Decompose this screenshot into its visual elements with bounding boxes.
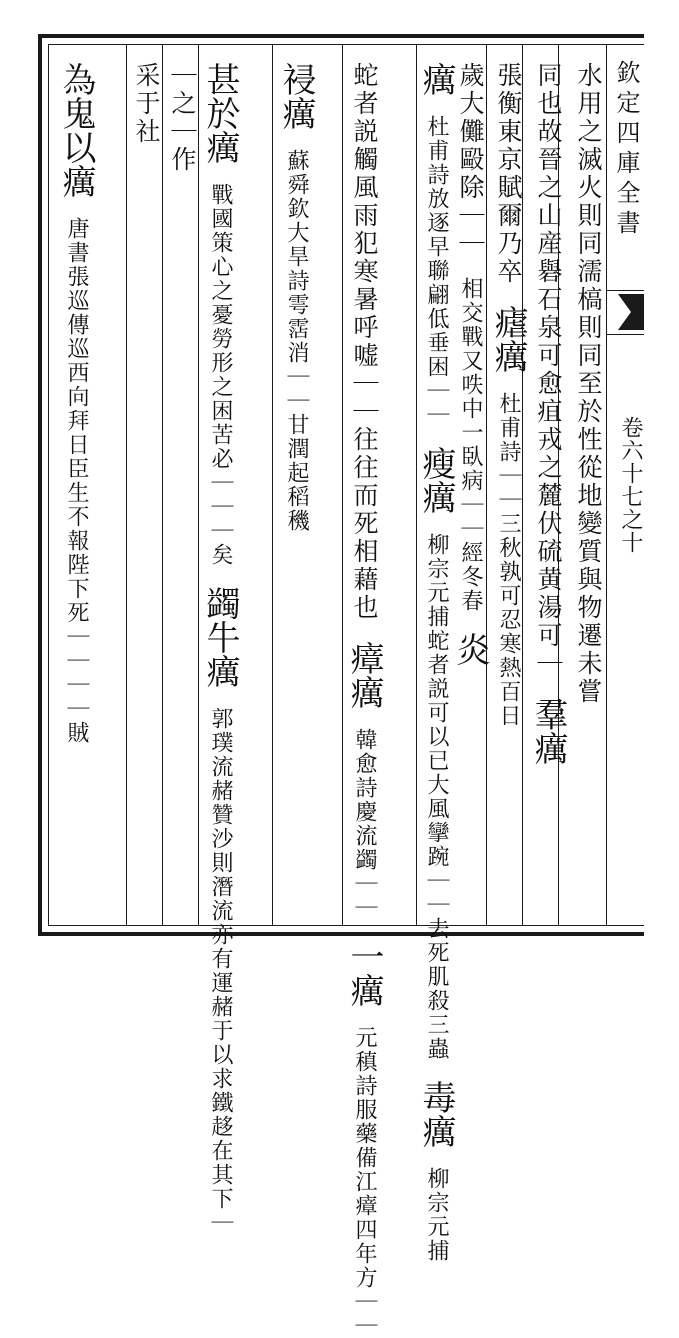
text-column-3 [490, 62, 526, 728]
text-column-7 [278, 62, 314, 533]
text-column-1 [574, 62, 602, 706]
text-column-4 [452, 62, 488, 666]
column-text: ｜之｜作 [168, 62, 197, 174]
annotation-text: 唐書張巡傳巡西向拜日臣生不報陛下死｜｜｜｜賊 [64, 217, 89, 745]
annotation-text: 蘇舜欽大旱詩雩霑消｜｜甘潤起稻穖 [284, 149, 309, 533]
entry-headword: 祲癘 [276, 62, 316, 130]
column-text: 水用之滅火則同濡槁則同至於性從地變質與物遷未嘗 [574, 62, 603, 706]
annotation-text: 郭璞流赭贊沙則潛流亦有運赭于以求鐵趍在其下｜ [208, 707, 233, 1235]
text-column-6 [346, 62, 382, 1338]
column-text: 同也故晉之山産礜石泉可愈疽戎之麓伏硫黄湯可｜ [534, 62, 563, 678]
annotation-text: 杜甫詩｜｜三秋孰可忍寒熱百日 [496, 392, 521, 728]
margin-title: 欽定四庫全書 [612, 60, 640, 240]
column-rule [126, 45, 127, 925]
text-column-9 [168, 62, 196, 174]
column-rule [272, 45, 273, 925]
column-text: 采于社 [132, 62, 161, 146]
entry-headword: 瘦癘 [416, 446, 456, 514]
entry-headword: 一癘 [344, 939, 384, 1007]
text-column-10 [132, 62, 160, 146]
column-rule [606, 45, 607, 925]
entry-headword: 炎 [450, 632, 490, 666]
entry-headword: 瘧癘 [488, 305, 528, 373]
entry-headword: 癘 [416, 62, 456, 96]
annotation-text: 戰國策心之憂勞形之困苦必｜｜｜矣 [208, 183, 233, 567]
entry-headword: 為鬼以癘 [56, 62, 96, 198]
text-column-2 [530, 62, 566, 765]
annotation-text: 杜甫詩放逐早聯翩低垂困｜｜ [424, 115, 449, 427]
annotation-text: 相交戰又呹中一臥病｜｜經冬春 [458, 277, 483, 613]
text-column-8 [202, 62, 238, 1235]
text-column-11 [58, 62, 94, 745]
entry-headword: 蠲牛癘 [200, 586, 240, 688]
entry-headword: 瘴癘 [344, 641, 384, 709]
annotation-text: 柳宗元捕蛇者説可以已大風攣踠｜｜去死肌殺三蟲 [424, 533, 449, 1061]
entry-headword: 毒癘 [416, 1080, 456, 1148]
column-rule [198, 45, 199, 925]
annotation-text: 元稹詩服藥備江瘴四年方｜｜ [352, 1026, 377, 1338]
entry-headword: 甚於癘 [200, 62, 240, 164]
column-text: 張衡東京賦爾乃卒 [494, 62, 523, 286]
column-rule [162, 45, 163, 925]
text-column-5 [418, 62, 454, 1263]
margin-volume: 卷六十七之十 [618, 416, 643, 554]
column-text: 歲大儺毆除｜｜ [456, 62, 485, 258]
fish-tail-rule-bottom [606, 334, 644, 335]
column-rule [342, 45, 343, 925]
entry-headword: 羣癘 [528, 697, 568, 765]
annotation-text: 韓愈詩慶流蠲｜｜ [352, 728, 377, 920]
fish-tail-rule-top [606, 290, 644, 291]
column-text: 蛇者説觸風雨犯寒暑呼嘘｜｜往往而死相藉也 [350, 62, 379, 622]
annotation-text: 柳宗元捕 [424, 1167, 449, 1263]
